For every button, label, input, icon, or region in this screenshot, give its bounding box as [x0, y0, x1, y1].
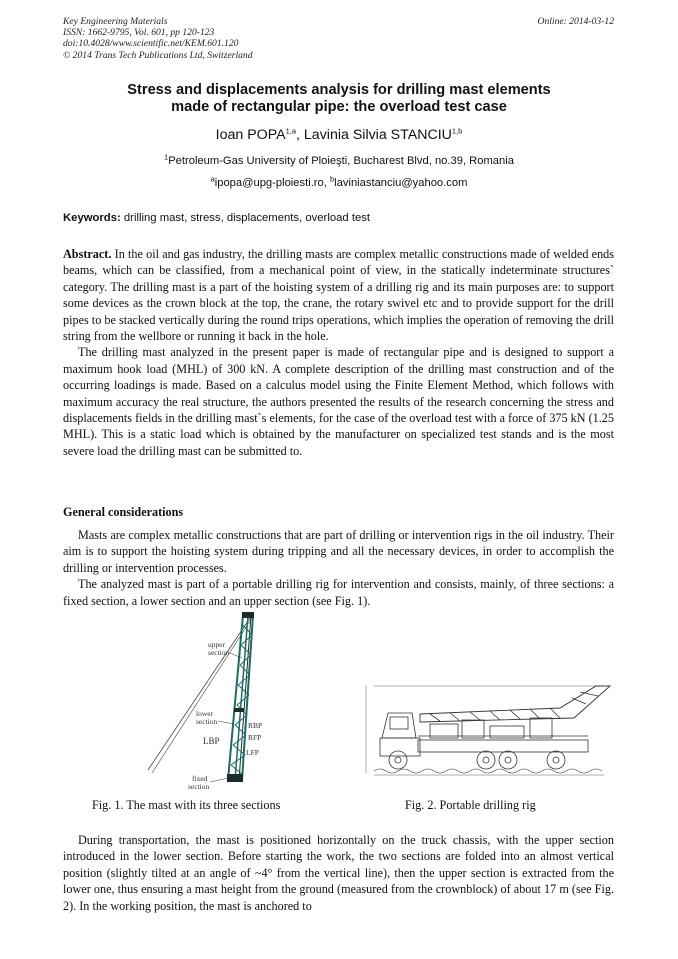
affiliation [60, 152, 618, 167]
figure-1-caption: Fig. 1. The mast with its three sections [92, 798, 281, 812]
label-fixed: fixed [192, 774, 208, 783]
figure-1-mast [130, 610, 290, 795]
label-lfp: LFP [246, 748, 259, 757]
keywords-label: Keywords: [63, 212, 121, 224]
author-2-sup: 1,b [451, 126, 463, 136]
authors [60, 127, 618, 143]
journal-name: Key Engineering Materials [63, 16, 168, 27]
general-paragraph-2: The analyzed mast is part of a portable drilling rig for intervention and consists, mainly, of three sections: a fixed section, a lower section and an upper section (see Fig. 1). [63, 577, 614, 608]
author-2: Lavinia Silvia STANCIU [303, 127, 452, 143]
author-1: Ioan POPA [215, 127, 286, 143]
copyright-line: © 2014 Trans Tech Publications Ltd, Switzerland [63, 49, 253, 61]
abstract-label: Abstract. [63, 247, 112, 261]
general-section [63, 527, 614, 609]
issn-line: ISSN: 1662-9795, Vol. 601, pp 120-123 [63, 27, 215, 39]
label-lower-section: section [196, 717, 218, 726]
body-paragraph-1: During transportation, the mast is positioned horizontally on the truck chassis, with the upper section introduced in the lower section. Before starting the work, the two sections are folded into an almost vertical position (slightly tilted at an angle of ~4° from the vertical line), then the upper section is extracted from the lower one, thus ensuring a mast height from the ground (measured from the crownblock) of about 17 m (see Fig. 2). In the working position, the mast is anchored to [63, 833, 614, 913]
online-date: Online: 2014-03-12 [537, 16, 614, 27]
general-paragraph-1: Masts are complex metallic constructions that are part of drilling or intervention rigs in the oil industry. Their aim is to support the hoisting system during tripping and all the necessary devices, in order to accomplish the drilling or intervention processes. [63, 528, 614, 575]
keywords-text: drilling mast, stress, displacements, overload test [120, 212, 371, 224]
body-section [63, 832, 614, 914]
guy-line-left [148, 618, 250, 770]
emails [60, 174, 618, 189]
title-line-1: Stress and displacements analysis for drilling mast elements [127, 82, 551, 98]
affiliation-sup: 1 [164, 152, 169, 162]
email-separator: , [323, 177, 330, 189]
label-rfp: RFP [248, 733, 262, 742]
figure-2-drilling-rig [360, 678, 618, 788]
label-fixed-section: section [188, 782, 210, 791]
label-lbp: LBP [203, 736, 220, 746]
affiliation-text: Petroleum-Gas University of Ploieşti, Bucharest Blvd, no.39, Romania [168, 155, 514, 167]
author-1-sup: 1,a [285, 126, 297, 136]
keywords [63, 212, 370, 224]
figure-1-labels [188, 640, 262, 791]
label-upper: upper [208, 640, 226, 649]
title-line-2: made of rectangular pipe: the overload test case [171, 99, 507, 115]
abstract-text-1: In the oil and gas industry, the drilling masts are complex metallic constructions made of welded ends beams, which can be classified, from a mechanical point of view, in the statically indeterminate structures` category. The drilling mast is a part of the hoisting system of a drilling rig and its main purposes are: to support some devices as the crown block at the top, the crane, the rotary swivel etc and to provide support for the drill pipes to be stacked vertically during the round trips operations, which implies the operation of removing the drill string from the wellbore or running it back in the hole. [63, 247, 614, 344]
label-lower: lower [196, 709, 214, 718]
label-upper-section: section [208, 648, 230, 657]
doi-line[interactable]: doi:10.4028/www.scientific.net/KEM.601.120 [63, 38, 239, 50]
section-heading-general: General considerations [63, 505, 184, 519]
email-b[interactable]: laviniastanciu@yahoo.com [334, 177, 468, 189]
abstract-section [63, 246, 614, 459]
abstract-paragraph-2: The drilling mast analyzed in the present paper is made of rectangular pipe and is designed to support a maximum hook load (MHL) of 300 kN. A complete description of the drilling mast construction and of the occurring loadings is made. Based on a calculus model using the Finite Element Method, which follows with maximum accuracy the real structure, the authors presented the results of the research concerning the stress and displacements fields in the drilling mast`s elements, for the case of the overload test with a force of 375 kN (1.25 MHL). This is a static load which is obtained by the manufacturer on specialized test stands and is the most severe load the drilling mast can be submitted to. [63, 345, 614, 458]
email-a-sup: a [210, 174, 215, 184]
paper-title [60, 82, 618, 116]
figure-2-caption: Fig. 2. Portable drilling rig [405, 798, 536, 812]
email-a[interactable]: ipopa@upg-ploiesti.ro [214, 177, 324, 189]
author-separator: , [296, 127, 304, 143]
abstract-paragraph-1 [63, 246, 614, 344]
label-rbp: RBP [248, 721, 263, 730]
email-b-sup: b [329, 174, 335, 184]
truck-drawing [366, 686, 610, 775]
journal-header [63, 16, 253, 61]
